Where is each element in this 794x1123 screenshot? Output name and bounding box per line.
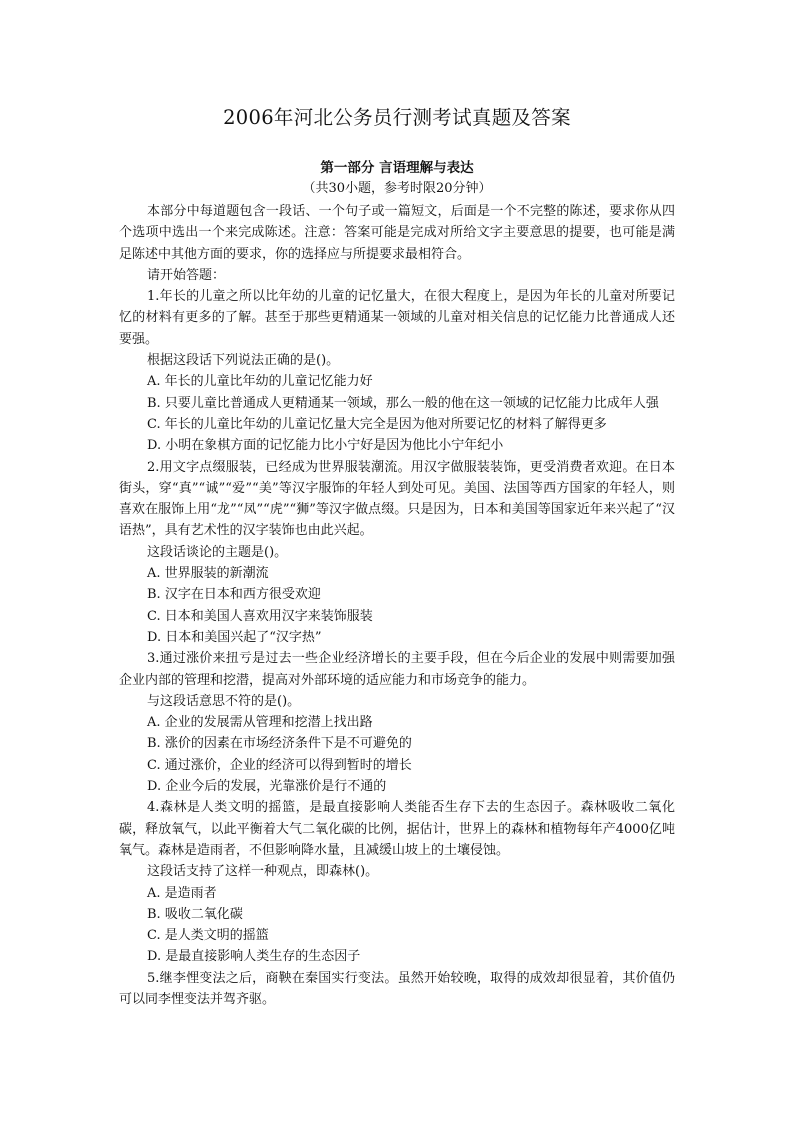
question-2-passage: 2.用文字点缀服装，已经成为世界服装潮流。用汉字做服装装饰，更受消费者欢迎。在日本街头，穿“真”“诚”“爱”“美”等汉字服饰的年轻人到处可见。美国、法国等西方国家的年轻人，则喜欢在服饰上用“龙”“凤”“虎”“狮”等汉字做点缀。只是因为，日本和美国等国家近年来兴起了“汉语热”，具有艺术性的汉字装饰也由此兴起。 <box>119 459 675 539</box>
question-4-passage: 4.森林是人类文明的摇篮，是最直接影响人类能否生存下去的生态因子。森林吸收二氧化碳，释放氧气，以此平衡着大气二氧化碳的比例，据估计，世界上的森林和植物每年产4000亿吨氧气。森林是造雨者，不但影响降水量，且减缓山坡上的土壤侵蚀。 <box>119 800 675 858</box>
instructions-paragraph: 本部分中每道题包含一段话、一个句子或一篇短文，后面是一个不完整的陈述，要求你从四个选项中选出一个来完成陈述。注意：答案可能是完成对所给文字主要意思的提要，也可能是满足陈述中其他方面的要求，你的选择应与所提要求最相符合。 <box>119 204 675 262</box>
question-1-option-a: A. 年长的儿童比年幼的儿童记忆能力好 <box>147 374 373 390</box>
part-subheading: （共30小题，参考时限20分钟） <box>302 181 492 196</box>
question-1-stem: 根据这段话下列说法正确的是()。 <box>147 353 340 369</box>
question-2-stem: 这段话谈论的主题是()。 <box>147 544 288 560</box>
question-1-option-d: D. 小明在象棋方面的记忆能力比小宁好是因为他比小宁年纪小 <box>147 438 504 454</box>
question-1-passage: 1.年长的儿童之所以比年幼的儿童的记忆量大，在很大程度上，是因为年长的儿童对所要记忆的材料有更多的了解。甚至于那些更精通某一领域的儿童对相关信息的记忆能力比普通成人还要强。 <box>119 289 675 347</box>
question-3-option-a: A. 企业的发展需从管理和挖潜上找出路 <box>147 715 373 731</box>
question-1-option-c: C. 年长的儿童比年幼的儿童记忆量大完全是因为他对所要记忆的材料了解得更多 <box>147 416 607 432</box>
question-5-passage: 5.继李悝变法之后，商鞅在秦国实行变法。虽然开始较晚，取得的成效却很显着，其价值仍可以同李悝变法并驾齐驱。 <box>119 970 675 1007</box>
question-4-option-d: D. 是最直接影响人类生存的生态因子 <box>147 949 361 965</box>
part-heading: 第一部分 言语理解与表达 <box>320 160 474 176</box>
question-3-option-b: B. 涨价的因素在市场经济条件下是不可避免的 <box>147 736 412 752</box>
question-3-stem: 与这段话意思不符的是()。 <box>147 693 301 709</box>
question-3-option-d: D. 企业今后的发展，光靠涨价是行不通的 <box>147 779 387 795</box>
question-2-option-a: A. 世界服装的新潮流 <box>147 566 269 582</box>
question-1-option-b: B. 只要儿童比普通成人更精通某一领域，那么一般的他在这一领域的记忆能力比成年人强 <box>147 395 659 411</box>
document-title: 2006年河北公务员行测考试真题及答案 <box>223 106 571 129</box>
question-4-option-b: B. 吸收二氧化碳 <box>147 906 243 922</box>
question-3-passage: 3.通过涨价来扭亏是过去一些企业经济增长的主要手段，但在今后企业的发展中则需要加强企业内部的管理和挖潜，提高对外部环境的适应能力和市场竞争的能力。 <box>119 651 675 688</box>
question-4-option-a: A. 是造雨者 <box>147 885 217 901</box>
question-4-option-c: C. 是人类文明的摇篮 <box>147 928 269 944</box>
question-4-stem: 这段话支持了这样一种观点，即森林()。 <box>147 864 379 880</box>
document-body <box>119 201 675 1010</box>
start-prompt: 请开始答题： <box>147 267 226 283</box>
question-3-option-c: C. 通过涨价，企业的经济可以得到暂时的增长 <box>147 757 412 773</box>
question-2-option-b: B. 汉字在日本和西方很受欢迎 <box>147 587 321 603</box>
question-2-option-d: D. 日本和美国兴起了“汉字热” <box>147 629 322 645</box>
question-2-option-c: C. 日本和美国人喜欢用汉字来装饰服装 <box>147 608 373 624</box>
